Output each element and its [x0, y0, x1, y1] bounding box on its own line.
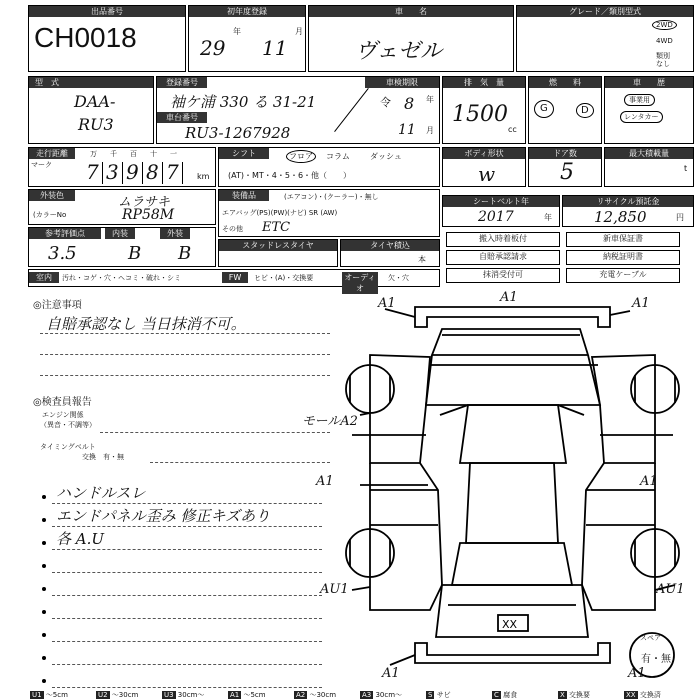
bullet [42, 633, 46, 637]
inspection-year: 8 [404, 94, 415, 113]
mileage-label: 走行距離 [29, 148, 75, 159]
doors-label: ドア数 [529, 148, 601, 159]
document-item: 納税証明書 [566, 250, 680, 265]
audio-label: オーディオ [342, 272, 378, 294]
report-line: ハンドルスレ [56, 484, 146, 502]
displacement-label: 排 気 量 [443, 77, 525, 88]
inspection-year-unit: 年 [426, 95, 434, 104]
model-type-label: 型 式 [29, 77, 153, 88]
bullet [42, 541, 46, 545]
bullet [42, 610, 46, 614]
damage-mark: A1 [316, 474, 334, 489]
engine-sub: （異音・不調等） [40, 421, 96, 429]
equip-line1: (エアコン)・(クーラー)・無し [284, 193, 379, 201]
year-unit: 年 [233, 27, 241, 36]
capacity-unit: t [684, 164, 688, 173]
mileage-unit-mark: 十 [150, 150, 157, 158]
spare-label: スペア [640, 634, 661, 642]
legend-item: C 腐食 [494, 691, 518, 699]
report-line: 各 A.U [56, 530, 105, 548]
audio-opts: 欠・穴 [388, 274, 409, 282]
month-unit: 月 [295, 27, 303, 36]
chassis-value: RU3-1267928 [185, 124, 291, 142]
damage-mark: A1 [378, 296, 396, 311]
recycle-value: 12,850 [594, 208, 647, 226]
legend-item: X 交換要 [560, 691, 591, 699]
seatbelt-unit: 年 [544, 213, 552, 222]
first-reg-year: 29 [200, 36, 226, 60]
mileage-digit: 7 [86, 160, 99, 184]
reg-label: 登録番号 [157, 77, 207, 88]
report-line: エンドパネル歪み 修正キズあり [56, 507, 271, 525]
drive-4wd: 4WD [656, 37, 673, 45]
room-opts: 汚れ・コゲ・穴・ヘコミ・破れ・シミ [62, 274, 181, 282]
damage-mark: A1 [500, 290, 518, 305]
shift-opt-dash: ダッシュ [370, 152, 402, 161]
doors-value: 5 [560, 160, 574, 185]
score-value: 3.5 [48, 243, 77, 264]
recycle-unit: 円 [676, 213, 684, 222]
color-label: 外装色 [29, 190, 75, 201]
mileage-unit-mark: 百 [130, 150, 137, 158]
reg-value: 袖ケ浦 330 る 31-21 [170, 93, 317, 111]
bullet [42, 495, 46, 499]
engine-label: エンジン関係 [42, 411, 84, 419]
interior-value: B [128, 243, 142, 264]
exterior-value: B [178, 243, 192, 264]
studless-label: スタッドレスタイヤ [219, 240, 337, 251]
tire-label: タイヤ積込 [341, 240, 439, 251]
class-label: 類別 なし [656, 52, 670, 68]
seatbelt-label: シートベルト年 [443, 196, 559, 207]
body-value: w [478, 162, 496, 186]
spare-value: 有・無 [641, 654, 671, 665]
document-item: 充電ケーブル [566, 268, 680, 283]
model-name-value: ヴェゼル [355, 39, 443, 64]
document-item: 搬入時着板付 [446, 232, 560, 247]
legend-item: A1 ～5cm [230, 691, 266, 699]
timing-opts: 交換 有・無 [82, 453, 124, 461]
lot-number-label: 出品番号 [29, 6, 185, 17]
mileage-digit: 7 [166, 160, 179, 184]
interior-label: 内装 [105, 228, 135, 239]
mileage-unit-mark: 万 [90, 150, 97, 158]
shift-opt-column: コラム [326, 152, 350, 161]
mileage-digit: 9 [126, 160, 139, 184]
mileage-unit-mark: 千 [110, 150, 117, 158]
model-name-label: 車 名 [309, 6, 513, 17]
legend-item: U2 ～30cm [98, 691, 139, 699]
transmission-line: (AT)・MT・4・5・6・他（ ） [228, 171, 352, 180]
plate-xx: XX [502, 618, 518, 631]
legend-item: S サビ [428, 691, 451, 699]
caution-label: ◎注意事項 [33, 300, 82, 311]
mileage-unit: km [197, 172, 210, 181]
body-label: ボディ形状 [443, 148, 525, 159]
legend-item: XX 交換済 [626, 691, 661, 699]
document-item: 抹消受付可 [446, 268, 560, 283]
equip-label: 装備品 [219, 190, 269, 201]
lot-number-value: CH0018 [34, 22, 137, 53]
fw-label: FW [222, 272, 248, 283]
model-type-line2: RU3 [78, 115, 114, 134]
color-value: ムラサキ [118, 195, 171, 210]
chassis-label: 車台番号 [157, 112, 207, 123]
inspector-label: ◎検査員報告 [33, 397, 92, 408]
exterior-label: 外装 [160, 228, 190, 239]
drive-2wd: 2WD [652, 20, 677, 30]
fw-opts: ヒビ・(A)・交換要 [254, 274, 314, 282]
inspection-month: 11 [398, 122, 416, 138]
inspection-era: 令 [380, 96, 391, 109]
grade-label: グレード／類別型式 [517, 6, 693, 17]
mileage-digit: 8 [146, 160, 159, 184]
damage-mark: AU1 [656, 582, 685, 597]
bullet [42, 587, 46, 591]
history-opt1: 事業用 [624, 94, 655, 106]
history-label: 車 歴 [605, 77, 693, 88]
bullet [42, 564, 46, 568]
capacity-label: 最大積載量 [605, 148, 693, 159]
mileage-digit: 3 [106, 160, 119, 184]
tire-unit: 本 [418, 255, 426, 264]
room-label: 室内 [29, 272, 59, 283]
recycle-label: リサイクル預託金 [563, 196, 693, 207]
shift-label: シフト [219, 148, 269, 159]
first-reg-month: 11 [262, 36, 288, 60]
displacement-value: 1500 [452, 102, 508, 127]
damage-mark: A1 [640, 474, 658, 489]
model-type-line1: DAA- [74, 92, 116, 111]
fuel-d: D [576, 103, 594, 118]
color-code: RP58M [122, 207, 175, 223]
bullet [42, 518, 46, 522]
timing-label: タイミングベルト [40, 443, 96, 451]
bullet [42, 656, 46, 660]
document-item: 自賠承認請求 [446, 250, 560, 265]
equip-other-label: その他 [222, 225, 243, 233]
fuel-g: G [540, 103, 548, 114]
shift-opt-floor: フロア [286, 150, 316, 163]
equip-other-value: ETC [262, 220, 291, 235]
equip-line2: エアバッグ(PS)(PW)(ナビ) SR (AW) [222, 209, 338, 217]
mileage-unit-mark: 一 [170, 150, 177, 158]
damage-mark: A1 [628, 666, 646, 681]
legend-item: A3 30cm～ [362, 691, 403, 699]
fuel-label: 燃 料 [529, 77, 601, 88]
legend-item: A2 ～30cm [296, 691, 337, 699]
damage-mark: A1 [632, 296, 650, 311]
damage-mark: A1 [382, 666, 400, 681]
caution-text: 自賠承認なし 当日抹消不可。 [46, 315, 246, 333]
legend-item: U3 30cm～ [164, 691, 205, 699]
legend-item: U1 ～5cm [32, 691, 68, 699]
score-label: 参考評価点 [29, 228, 101, 239]
seatbelt-value: 2017 [478, 209, 514, 225]
damage-mark: モールA2 [302, 414, 358, 429]
mileage-sub: マーク [31, 161, 52, 169]
first-reg-label: 初年度登録 [189, 6, 305, 17]
inspection-label: 車検期限 [365, 77, 439, 88]
color-sub: (カラーNo [33, 211, 67, 219]
document-item: 新車保証書 [566, 232, 680, 247]
displacement-unit: cc [508, 125, 517, 134]
history-opt2: レンタカー [620, 111, 663, 123]
bullet [42, 679, 46, 683]
damage-mark: AU1 [320, 582, 349, 597]
inspection-month-unit: 月 [426, 126, 434, 135]
